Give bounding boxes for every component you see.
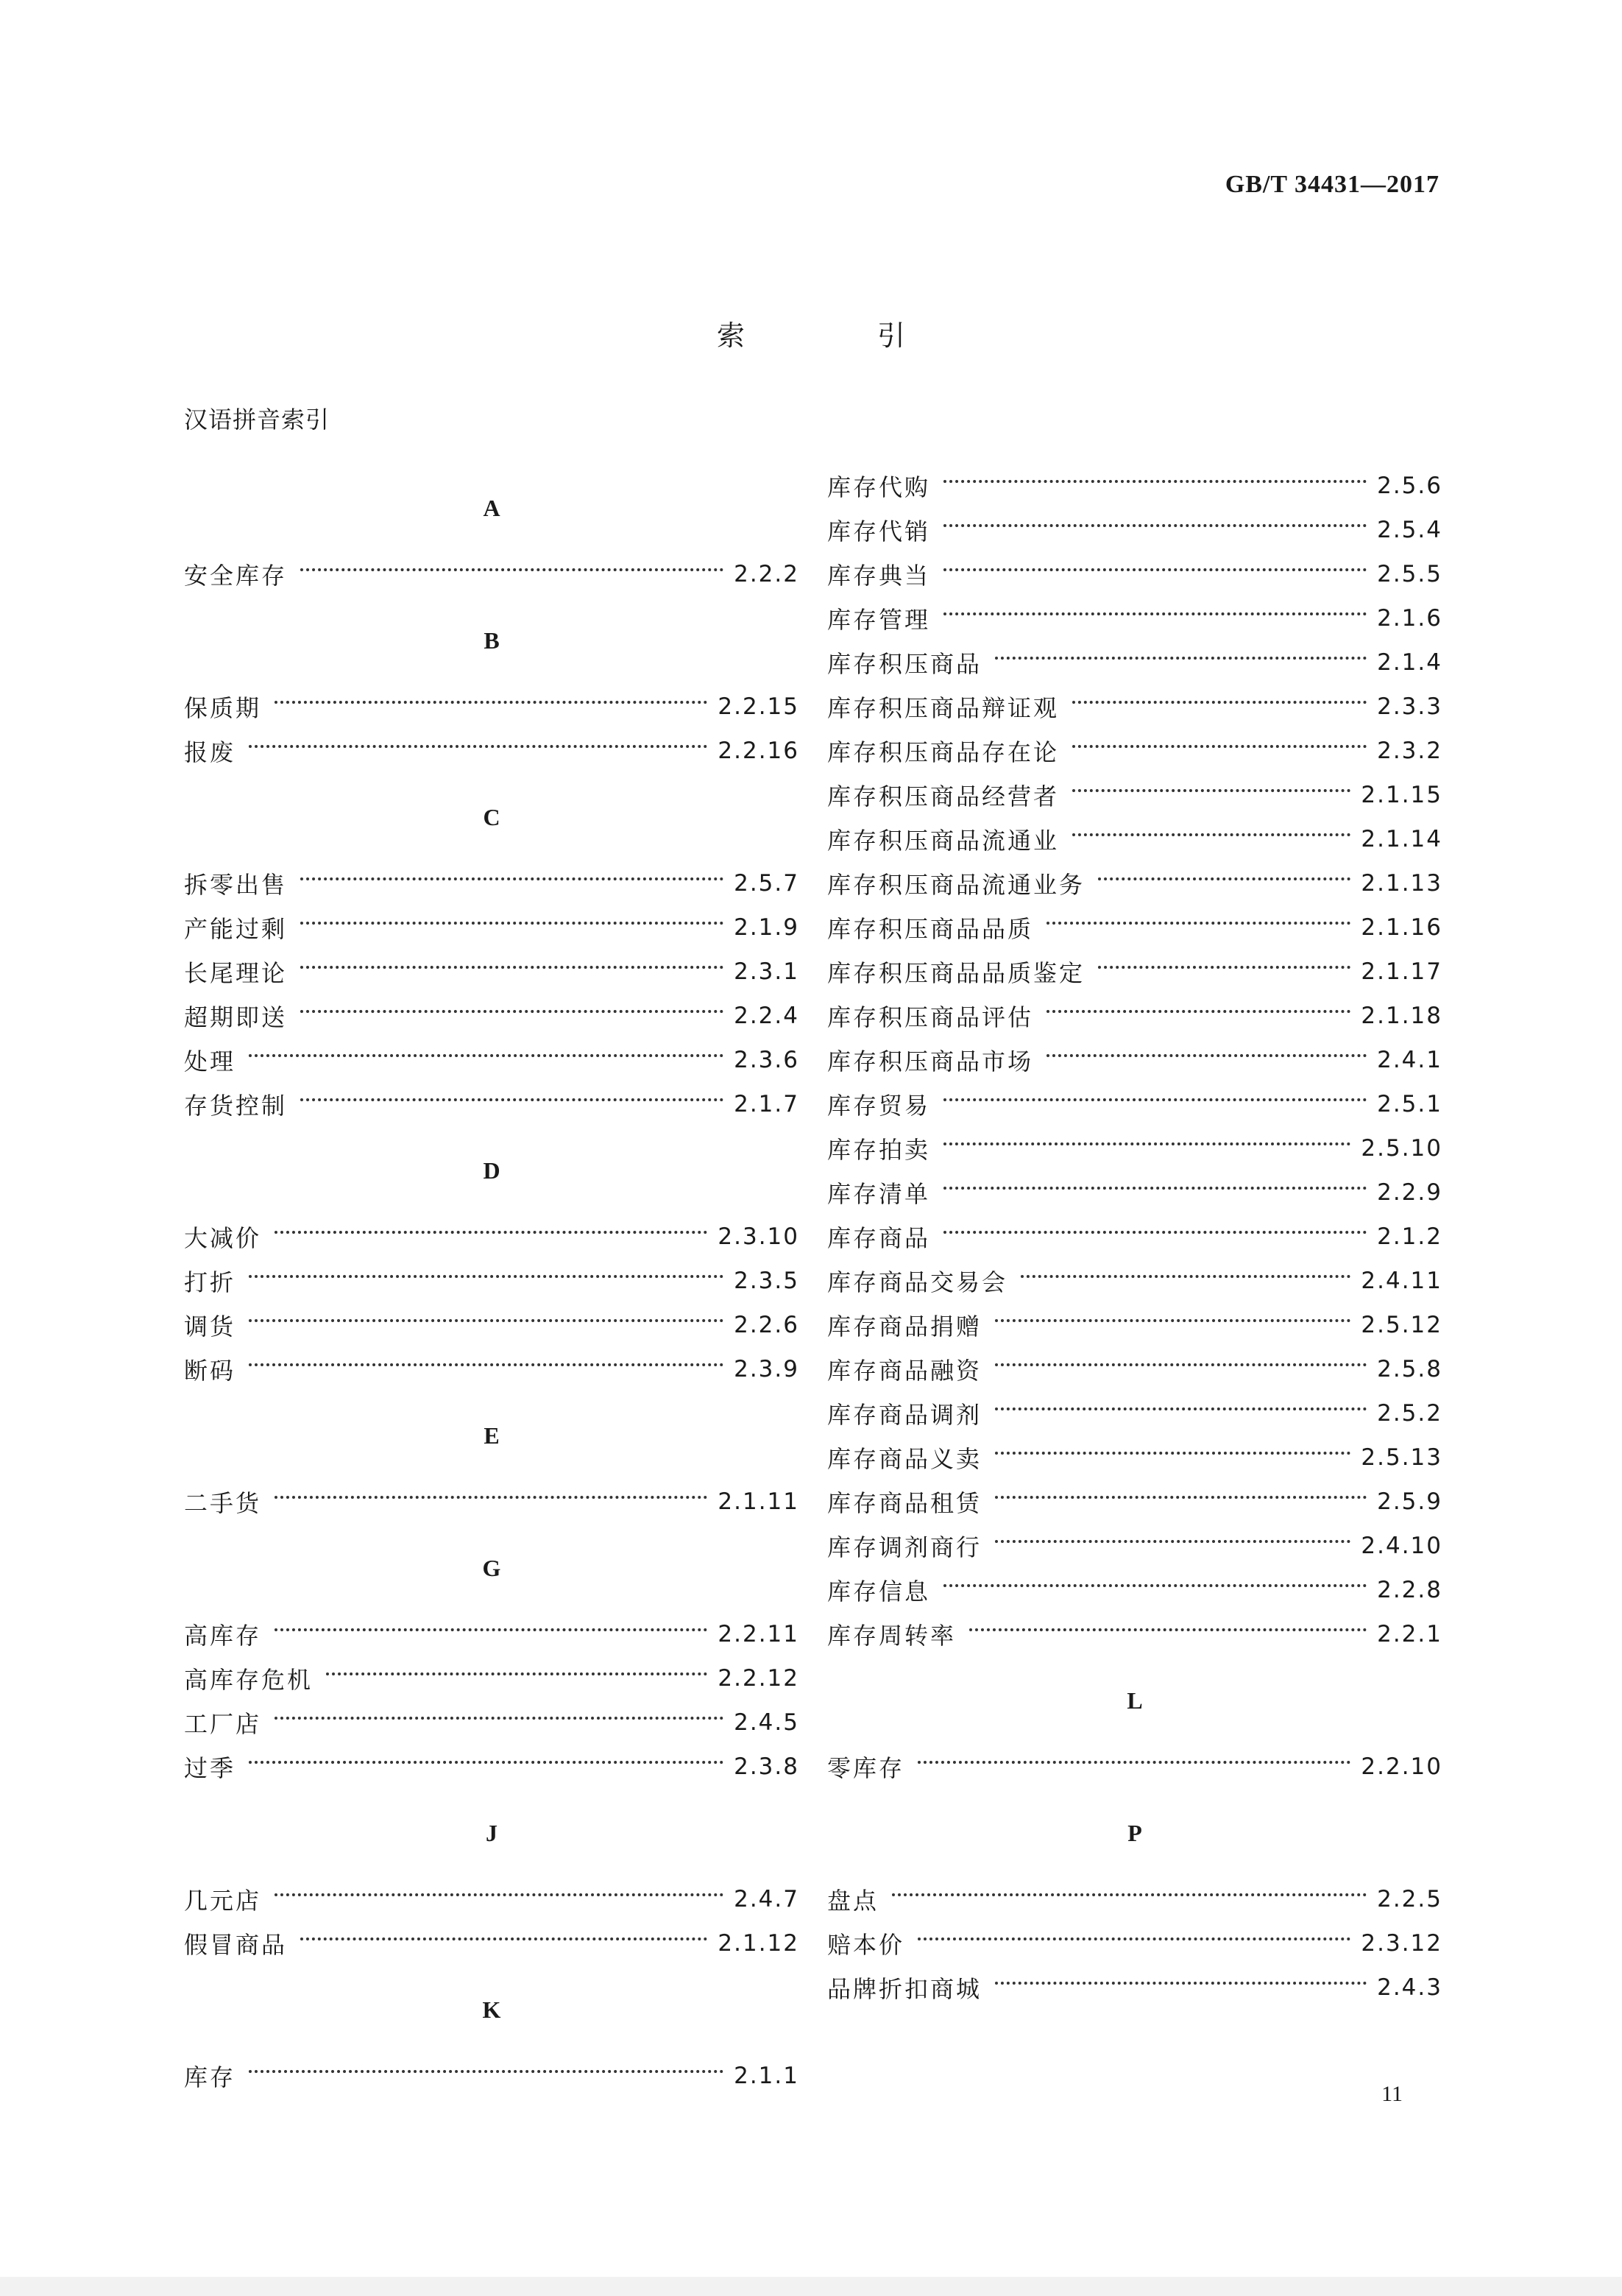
index-entry-term: 几元店 (184, 1887, 262, 1915)
index-entry (827, 729, 1442, 773)
dot-leader (1072, 789, 1350, 792)
dot-leader (1046, 1010, 1350, 1013)
index-entry (184, 1480, 799, 1524)
dot-leader (1046, 1054, 1367, 1057)
index-entry-term: 库存积压商品评估 (827, 1003, 1034, 1031)
index-entry (827, 1524, 1442, 1568)
dot-leader (1021, 1275, 1350, 1278)
index-entry-ref: 2.5.10 (1361, 1135, 1442, 1162)
index-entry (827, 1215, 1442, 1259)
index-entry-term: 保质期 (184, 694, 262, 722)
dot-leader (249, 2070, 723, 2073)
dot-leader (943, 1142, 1350, 1145)
index-entry-ref: 2.1.4 (1377, 649, 1442, 676)
index-entry (827, 773, 1442, 817)
index-entry (184, 1745, 799, 1789)
index-entry-ref: 2.2.1 (1377, 1621, 1442, 1647)
index-entry-term: 库存管理 (827, 606, 931, 634)
index-entry-term: 库存积压商品流通业 (827, 827, 1060, 855)
index-entry-ref: 2.2.12 (718, 1665, 799, 1692)
index-entry-ref: 2.3.5 (734, 1268, 799, 1294)
index-letter-heading: J (486, 1820, 497, 1846)
index-entry-term: 赔本价 (827, 1931, 905, 1959)
dot-leader (1072, 745, 1367, 748)
index-entry-term: 安全库存 (184, 562, 288, 590)
index-entry-term: 超期即送 (184, 1003, 288, 1031)
index-entry-term: 长尾理论 (184, 959, 288, 987)
index-letter-heading: K (482, 1996, 501, 2023)
index-entry-term: 库存贸易 (827, 1092, 931, 1120)
page-bottom-edge (0, 2277, 1622, 2296)
dot-leader (995, 1407, 1367, 1410)
index-entry-term: 库存商品捐赠 (827, 1313, 982, 1340)
dot-leader (995, 1452, 1350, 1455)
dot-leader (1046, 922, 1350, 925)
index-entry-term: 过季 (184, 1754, 236, 1782)
index-entry-term: 库存代销 (827, 518, 931, 545)
dot-leader (275, 1893, 723, 1896)
index-entry-ref: 2.1.15 (1361, 782, 1442, 808)
index-entry-term: 库存周转率 (827, 1622, 957, 1650)
index-entry (827, 1259, 1442, 1303)
index-entry (827, 464, 1442, 508)
index-entry (184, 2054, 799, 2098)
dot-leader (249, 1275, 723, 1278)
dot-leader (275, 1628, 707, 1631)
index-entry (827, 1082, 1442, 1126)
dot-leader (249, 1319, 723, 1322)
index-entry (184, 1215, 799, 1259)
index-entry-ref: 2.1.7 (734, 1091, 799, 1117)
index-entry (184, 1259, 799, 1303)
index-entry-term: 库存代购 (827, 473, 931, 501)
dot-leader (326, 1672, 707, 1675)
dot-leader (995, 1363, 1367, 1366)
index-entry-term: 打折 (184, 1268, 236, 1296)
index-entry-ref: 2.2.15 (718, 693, 799, 720)
index-subtitle: 汉语拼音索引 (184, 406, 330, 434)
index-entry-term: 处理 (184, 1048, 236, 1075)
index-entry (827, 1480, 1442, 1524)
index-entry (827, 905, 1442, 950)
index-entry-term: 库存积压商品流通业务 (827, 871, 1086, 899)
index-entry (827, 1038, 1442, 1082)
index-entry (184, 552, 799, 596)
index-entry (827, 1921, 1442, 1965)
index-entry-ref: 2.4.7 (734, 1886, 799, 1912)
dot-leader (943, 612, 1367, 615)
index-entry (184, 950, 799, 994)
index-entry-ref: 2.2.9 (1377, 1179, 1442, 1206)
index-entry (184, 729, 799, 773)
index-letter-heading: C (483, 804, 500, 830)
index-entry-term: 拆零出售 (184, 871, 288, 899)
dot-leader (943, 568, 1367, 571)
index-letter-heading: A (483, 495, 500, 521)
index-entry-term: 库存积压商品经营者 (827, 783, 1060, 810)
index-entry-ref: 2.3.9 (734, 1356, 799, 1382)
index-entry-term: 存货控制 (184, 1092, 288, 1120)
index-entry (184, 1082, 799, 1126)
index-entry (827, 1612, 1442, 1656)
index-entry-ref: 2.1.2 (1377, 1223, 1442, 1250)
dot-leader (995, 657, 1367, 660)
index-entry-term: 断码 (184, 1357, 236, 1385)
index-entry-ref: 2.2.16 (718, 738, 799, 764)
index-entry (184, 905, 799, 950)
index-entry (827, 1435, 1442, 1480)
index-entry (827, 950, 1442, 994)
index-letter-heading: G (482, 1555, 501, 1581)
index-entry-term: 库存商品义卖 (827, 1445, 982, 1473)
index-entry-ref: 2.2.4 (734, 1003, 799, 1029)
dot-leader (275, 1496, 707, 1499)
index-entry-term: 库存积压商品品质 (827, 915, 1034, 943)
index-entry (827, 1745, 1442, 1789)
index-entry-ref: 2.1.1 (734, 2063, 799, 2089)
dot-leader (943, 1231, 1367, 1234)
index-entry-ref: 2.1.11 (718, 1488, 799, 1515)
dot-leader (1072, 701, 1367, 704)
index-entry-ref: 2.3.12 (1361, 1930, 1442, 1957)
index-entry (184, 1038, 799, 1082)
index-entry-ref: 2.5.9 (1377, 1488, 1442, 1515)
index-entry-ref: 2.5.5 (1377, 561, 1442, 587)
index-entry-term: 产能过剩 (184, 915, 288, 943)
index-entry-ref: 2.3.6 (734, 1047, 799, 1073)
dot-leader (995, 1982, 1367, 1985)
index-entry (184, 1612, 799, 1656)
index-entry-ref: 2.3.10 (718, 1223, 799, 1250)
index-entry-ref: 2.4.1 (1377, 1047, 1442, 1073)
index-letter-heading: L (1127, 1687, 1143, 1714)
index-entry-ref: 2.3.8 (734, 1753, 799, 1780)
index-entry-term: 库存积压商品市场 (827, 1048, 1034, 1075)
index-entry (827, 1877, 1442, 1921)
index-entry (827, 817, 1442, 861)
dot-leader (943, 1098, 1367, 1101)
index-entry-term: 高库存危机 (184, 1666, 314, 1694)
index-entry (827, 508, 1442, 552)
index-entry-ref: 2.3.1 (734, 958, 799, 985)
dot-leader (275, 1717, 723, 1720)
index-entry-ref: 2.5.8 (1377, 1356, 1442, 1382)
index-entry-ref: 2.1.14 (1361, 826, 1442, 852)
index-entry-term: 库存积压商品 (827, 650, 982, 678)
dot-leader (969, 1628, 1367, 1631)
index-entry-term: 零库存 (827, 1754, 905, 1782)
index-entry-ref: 2.1.13 (1361, 870, 1442, 897)
index-entry-term: 库存信息 (827, 1578, 931, 1606)
index-entry-ref: 2.3.2 (1377, 738, 1442, 764)
index-entry (184, 685, 799, 729)
index-entry-term: 库存 (184, 2063, 236, 2091)
index-entry-ref: 2.4.3 (1377, 1974, 1442, 2001)
index-entry-term: 库存调剂商行 (827, 1533, 982, 1561)
index-entry-term: 二手货 (184, 1489, 262, 1517)
index-right-column (827, 464, 1442, 2010)
index-entry-term: 库存拍卖 (827, 1136, 931, 1164)
index-entry-ref: 2.1.6 (1377, 605, 1442, 632)
dot-leader (300, 1938, 707, 1940)
dot-leader (995, 1319, 1350, 1322)
page-number: 11 (1381, 2082, 1403, 2106)
dot-leader (300, 922, 723, 925)
dot-leader (249, 745, 707, 748)
index-entry-ref: 2.5.13 (1361, 1444, 1442, 1471)
dot-leader (1072, 833, 1350, 836)
index-entry (827, 1568, 1442, 1612)
index-entry-term: 高库存 (184, 1622, 262, 1650)
dot-leader (995, 1540, 1350, 1543)
dot-leader (943, 1187, 1367, 1190)
index-entry-ref: 2.4.11 (1361, 1268, 1442, 1294)
index-entry (184, 1347, 799, 1391)
index-entry-ref: 2.1.18 (1361, 1003, 1442, 1029)
index-entry-term: 工厂店 (184, 1710, 262, 1738)
index-entry (827, 1965, 1442, 2010)
index-entry (827, 1170, 1442, 1215)
standard-id: GB/T 34431—2017 (1225, 171, 1439, 198)
index-entry-term: 库存清单 (827, 1180, 931, 1208)
index-entry (827, 861, 1442, 905)
index-entry-ref: 2.2.11 (718, 1621, 799, 1647)
dot-leader (918, 1761, 1350, 1764)
index-letter-heading: B (484, 627, 500, 654)
index-entry-term: 品牌折扣商城 (827, 1975, 982, 2003)
index-entry-term: 库存商品 (827, 1224, 931, 1252)
dot-leader (943, 480, 1367, 483)
index-entry-ref: 2.5.7 (734, 870, 799, 897)
dot-leader (275, 1231, 707, 1234)
index-entry-ref: 2.1.9 (734, 914, 799, 941)
index-entry-term: 大减价 (184, 1224, 262, 1252)
index-entry-ref: 2.2.2 (734, 561, 799, 587)
index-entry-term: 库存积压商品辩证观 (827, 694, 1060, 722)
index-entry-term: 库存商品租赁 (827, 1489, 982, 1517)
index-entry (827, 596, 1442, 640)
dot-leader (943, 524, 1367, 527)
index-entry-ref: 2.4.10 (1361, 1533, 1442, 1559)
index-entry (827, 1126, 1442, 1170)
index-entry-term: 报废 (184, 738, 236, 766)
index-entry-term: 调货 (184, 1313, 236, 1340)
index-entry (827, 1391, 1442, 1435)
dot-leader (300, 966, 723, 969)
index-entry (827, 1303, 1442, 1347)
index-title-char: 索 (716, 319, 745, 352)
index-letter-heading: D (483, 1157, 500, 1184)
index-entry-ref: 2.1.16 (1361, 914, 1442, 941)
dot-leader (275, 701, 707, 704)
index-entry-ref: 2.4.5 (734, 1709, 799, 1736)
index-entry (184, 1656, 799, 1700)
dot-leader (300, 877, 723, 880)
dot-leader (918, 1938, 1350, 1940)
index-entry-term: 库存商品融资 (827, 1357, 982, 1385)
index-entry (184, 1700, 799, 1745)
index-entry-term: 库存积压商品存在论 (827, 738, 1060, 766)
index-title (0, 313, 1622, 353)
index-entry-ref: 2.5.4 (1377, 517, 1442, 543)
index-entry (184, 994, 799, 1038)
index-entry-ref: 2.3.3 (1377, 693, 1442, 720)
dot-leader (300, 568, 723, 571)
index-entry (827, 640, 1442, 685)
index-entry-term: 库存商品调剂 (827, 1401, 982, 1429)
index-entry (827, 1347, 1442, 1391)
index-title-char: 引 (877, 319, 906, 352)
dot-leader (249, 1054, 723, 1057)
index-entry-ref: 2.2.6 (734, 1312, 799, 1338)
index-entry (827, 552, 1442, 596)
index-entry (827, 685, 1442, 729)
dot-leader (300, 1010, 723, 1013)
index-entry-term: 库存典当 (827, 562, 931, 590)
dot-leader (249, 1363, 723, 1366)
index-entry-term: 库存商品交易会 (827, 1268, 1008, 1296)
index-entry-ref: 2.2.10 (1361, 1753, 1442, 1780)
index-entry-ref: 2.5.2 (1377, 1400, 1442, 1427)
index-entry-ref: 2.5.1 (1377, 1091, 1442, 1117)
index-entry-ref: 2.5.12 (1361, 1312, 1442, 1338)
dot-leader (995, 1496, 1367, 1499)
index-entry (184, 1921, 799, 1965)
dot-leader (943, 1584, 1367, 1587)
index-entry (827, 994, 1442, 1038)
index-letter-heading: P (1127, 1820, 1142, 1846)
index-entry-ref: 2.5.6 (1377, 473, 1442, 499)
index-entry-ref: 2.1.17 (1361, 958, 1442, 985)
dot-leader (1098, 966, 1350, 969)
index-entry (184, 1303, 799, 1347)
dot-leader (892, 1893, 1367, 1896)
dot-leader (1098, 877, 1350, 880)
index-entry (184, 1877, 799, 1921)
index-entry-term: 盘点 (827, 1887, 879, 1915)
index-left-column (184, 464, 799, 2098)
index-entry-ref: 2.1.12 (718, 1930, 799, 1957)
index-entry-term: 库存积压商品品质鉴定 (827, 959, 1086, 987)
index-entry (184, 861, 799, 905)
dot-leader (300, 1098, 723, 1101)
dot-leader (249, 1761, 723, 1764)
index-entry-term: 假冒商品 (184, 1931, 288, 1959)
index-entry-ref: 2.2.8 (1377, 1577, 1442, 1603)
index-letter-heading: E (484, 1422, 500, 1449)
index-entry-ref: 2.2.5 (1377, 1886, 1442, 1912)
